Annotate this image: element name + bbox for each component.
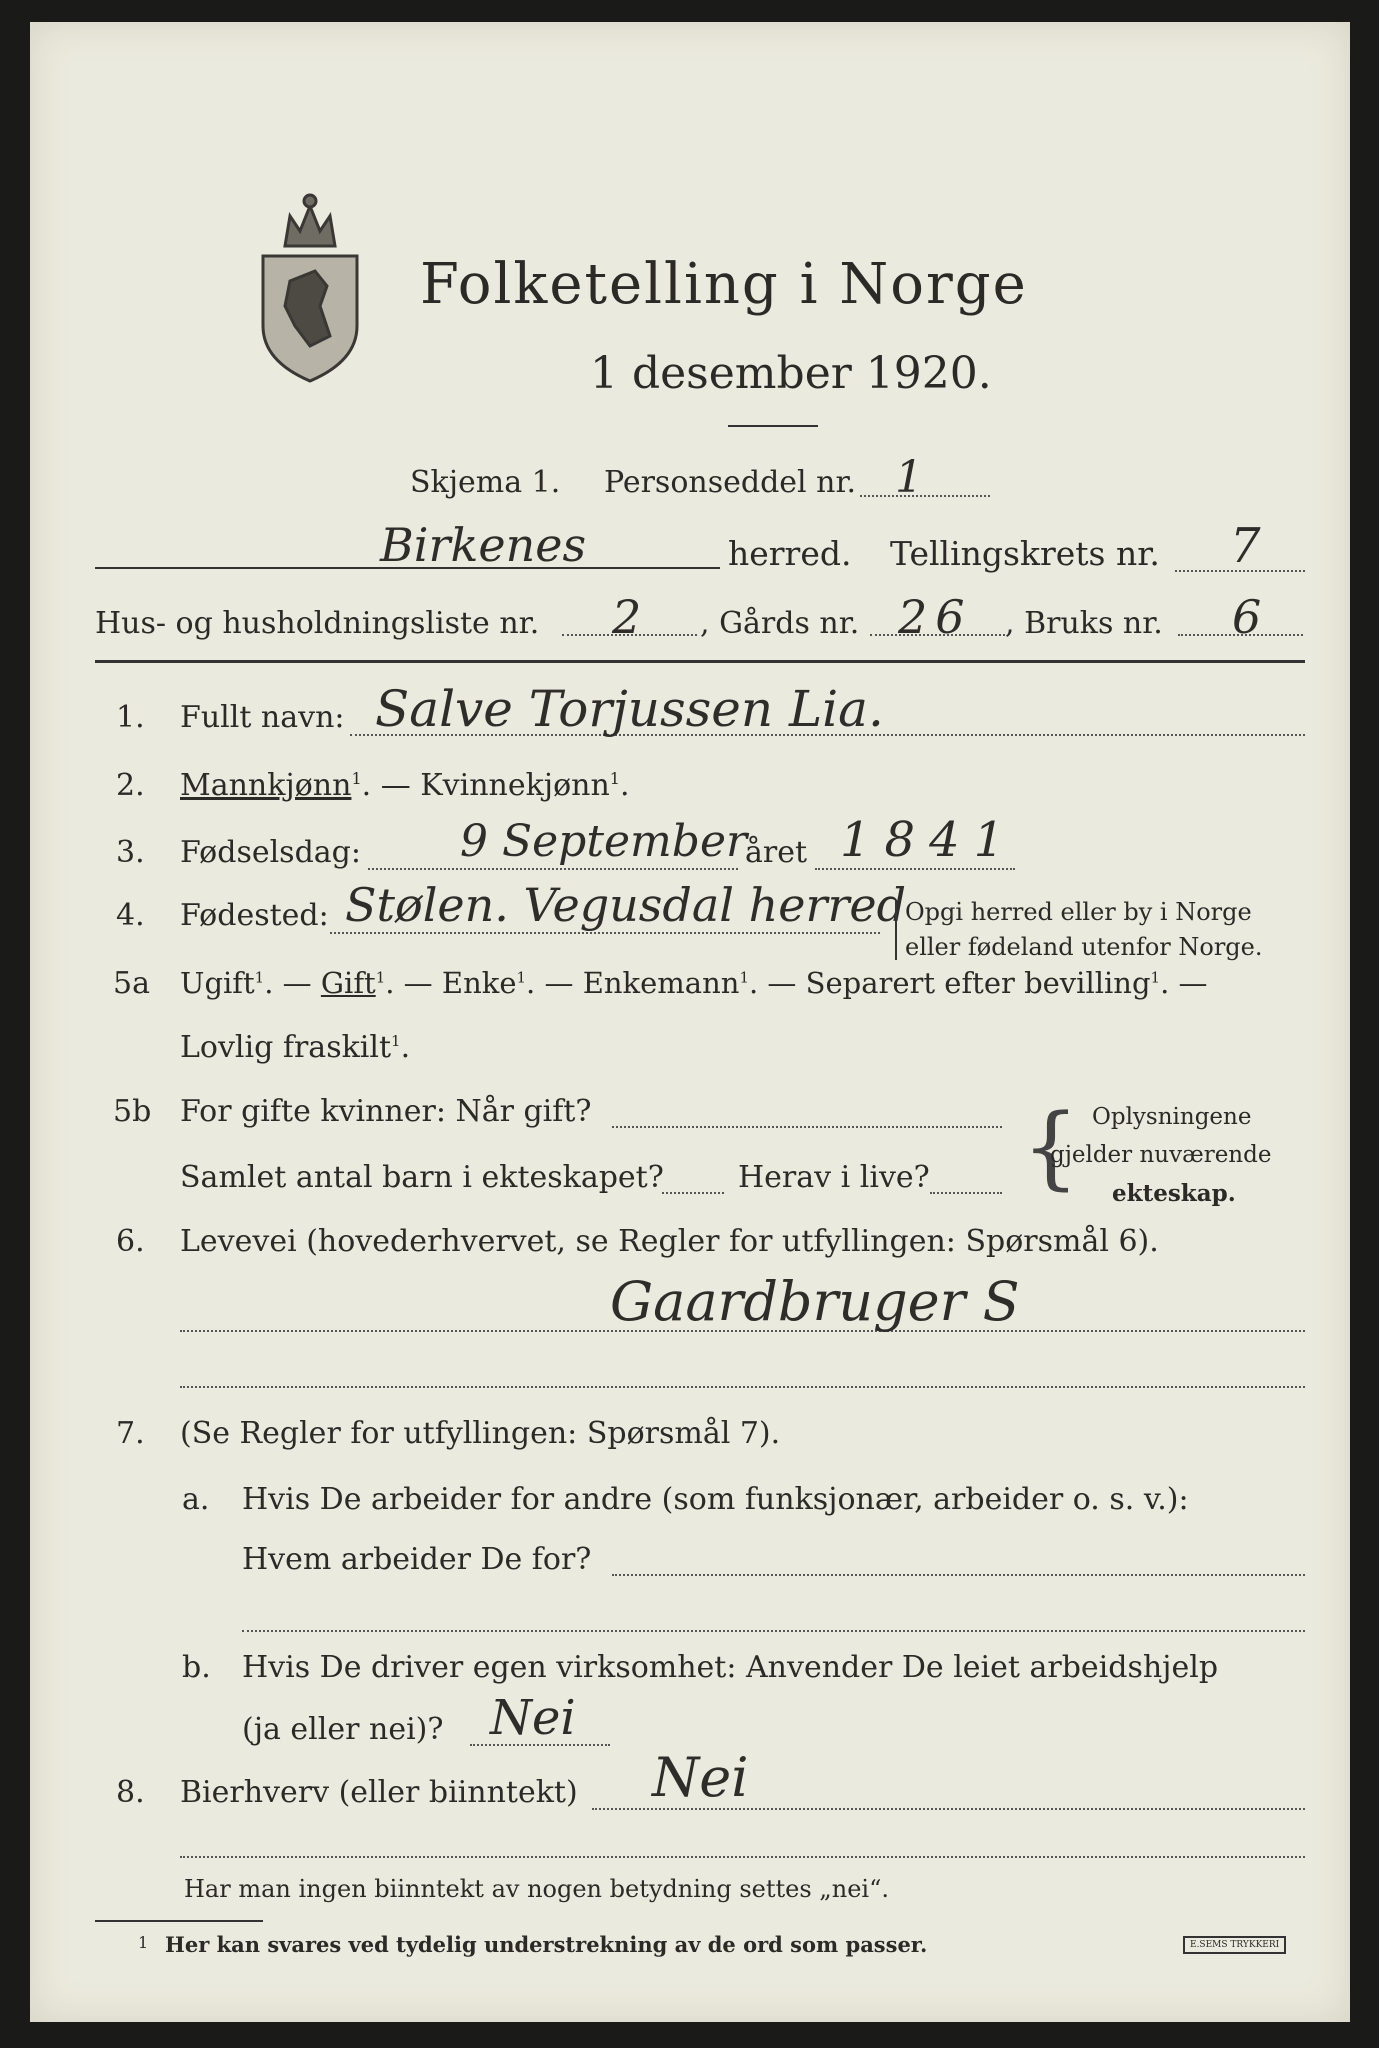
footnote-divider xyxy=(95,1920,263,1922)
q5a-separert: Separert efter bevilling xyxy=(805,966,1151,1000)
q4-label: Fødested: xyxy=(180,898,329,933)
bruks-label: , Bruks nr. xyxy=(1005,606,1163,641)
q2-number: 2. xyxy=(116,768,145,803)
q8-number: 8. xyxy=(116,1775,145,1810)
q5a-enke: Enke xyxy=(441,966,517,1000)
q2-end: . xyxy=(619,768,630,803)
q7b-line2: (ja eller nei)? xyxy=(242,1712,444,1747)
q5b-line2b: Herav i live? xyxy=(738,1160,930,1195)
printer-mark: E.SEMS TRYKKERI xyxy=(1183,1936,1286,1954)
q5a-fraskilt: Lovlig fraskilt xyxy=(180,1030,392,1065)
q4-line xyxy=(330,932,880,934)
footnote-text: Her kan svares ved tydelig understrekning av de ord som passer. xyxy=(165,1932,928,1957)
q7a-line1: Hvis De arbeider for andre (som funksjonær, arbeider o. s. v.): xyxy=(242,1482,1189,1517)
q5b-line2b-dots xyxy=(930,1192,1002,1194)
q7a-line2: Hvem arbeider De for? xyxy=(242,1542,592,1577)
q2-separator: . — xyxy=(361,768,421,803)
herred-label: herred. xyxy=(728,534,852,573)
q1-number: 1. xyxy=(116,700,145,735)
q7a-number: a. xyxy=(182,1482,210,1517)
q5b-note1: Oplysningene xyxy=(1092,1104,1252,1130)
q7a-line2-dots xyxy=(612,1574,1305,1576)
schema-label: Skjema 1. xyxy=(410,465,561,500)
q6-value: Gaardbruger S xyxy=(610,1270,1020,1333)
personseddel-label: Personseddel nr. xyxy=(604,465,857,500)
q3-year-line xyxy=(815,868,1015,870)
census-date: 1 desember 1920. xyxy=(590,348,992,399)
footnote-mark: 1 xyxy=(138,1933,149,1952)
q2-line xyxy=(180,768,630,803)
q6-number: 6. xyxy=(116,1224,145,1259)
q5a-enkemann: Enkemann xyxy=(582,966,740,1000)
q2-female-option: Kvinnekjønn xyxy=(420,768,610,803)
q3-number: 3. xyxy=(116,835,145,870)
q5b-line1-dots xyxy=(612,1126,1002,1128)
q4-number: 4. xyxy=(116,898,145,933)
q1-label: Fullt navn: xyxy=(180,700,345,735)
husholdningsliste-value: 2 xyxy=(612,590,642,644)
q5b-number: 5b xyxy=(113,1094,152,1129)
q8-label: Bierhverv (eller biinntekt) xyxy=(180,1775,578,1810)
q5b-brace: { xyxy=(1022,1095,1080,1200)
q3-year-label: året xyxy=(745,835,808,870)
gards-label: , Gårds nr. xyxy=(700,606,860,641)
q5a-gift: Gift xyxy=(320,966,376,1000)
q1-value: Salve Torjussen Lia. xyxy=(375,680,884,738)
q3-day-value: 9 September xyxy=(460,816,748,867)
q7b-value: Nei xyxy=(490,1690,576,1746)
q7b-line1: Hvis De driver egen virksomhet: Anvender De leiet arbeidshjelp xyxy=(242,1650,1219,1685)
personseddel-value: 1 xyxy=(895,452,923,503)
q8-value: Nei xyxy=(652,1746,749,1809)
header-divider xyxy=(95,660,1305,663)
q5b-line2a-dots xyxy=(662,1192,724,1194)
q2-female-sup: 1 xyxy=(609,769,620,788)
herred-value: Birkenes xyxy=(380,518,587,572)
q4-note-bracket xyxy=(895,900,897,960)
q5a-number: 5a xyxy=(113,966,150,1001)
census-form-page xyxy=(30,22,1350,2022)
q5b-line1: For gifte kvinner: Når gift? xyxy=(180,1094,592,1129)
personseddel-line xyxy=(860,495,990,497)
q3-year-value: 1841 xyxy=(840,812,1019,868)
q4-note-line1: Opgi herred eller by i Norge xyxy=(905,898,1252,926)
q3-day-line xyxy=(368,868,738,870)
q4-value: Stølen. Vegusdal herred xyxy=(345,878,907,932)
q5b-note2: gjelder nuværende xyxy=(1050,1142,1272,1168)
q4-note-line2: eller fødeland utenfor Norge. xyxy=(905,933,1263,961)
q6-line2 xyxy=(180,1386,1305,1388)
gards-value: 26 xyxy=(898,590,973,644)
q7a-line3-dots xyxy=(242,1630,1305,1632)
q3-label: Fødselsdag: xyxy=(180,835,361,870)
q5a-ugift: Ugift xyxy=(180,966,255,1000)
tellingskrets-label: Tellingskrets nr. xyxy=(890,534,1160,573)
page-title: Folketelling i Norge xyxy=(420,252,1028,317)
tellingskrets-value: 7 xyxy=(1230,518,1261,574)
norwegian-coat-of-arms-icon xyxy=(255,186,365,386)
q5a-line2: Lovlig fraskilt$^1$. xyxy=(180,1030,411,1065)
q7b-number: b. xyxy=(182,1650,211,1685)
q7-label: (Se Regler for utfyllingen: Spørsmål 7). xyxy=(180,1416,781,1451)
husholdningsliste-label: Hus- og husholdningsliste nr. xyxy=(95,606,540,641)
q5b-note3: ekteskap. xyxy=(1112,1180,1236,1207)
bruks-value: 6 xyxy=(1232,590,1262,644)
q5b-line2a: Samlet antal barn i ekteskapet? xyxy=(180,1160,664,1195)
q2-male-option: Mannkjønn xyxy=(180,768,352,803)
title-divider xyxy=(728,425,818,427)
q6-label: Levevei (hovederhvervet, se Regler for utfyllingen: Spørsmål 6). xyxy=(180,1224,1159,1259)
q8-line2 xyxy=(180,1856,1305,1858)
q2-male-sup: 1 xyxy=(351,769,362,788)
q5a-line1: Ugift$^1$. — Gift$^1$. — Enke$^1$. — Enkemann$^1$. — Separert efter bevilling$^1$. — xyxy=(180,966,1208,1000)
footer-note: Har man ingen biinntekt av nogen betydning settes „nei“. xyxy=(184,1875,889,1903)
q7-number: 7. xyxy=(116,1416,145,1451)
